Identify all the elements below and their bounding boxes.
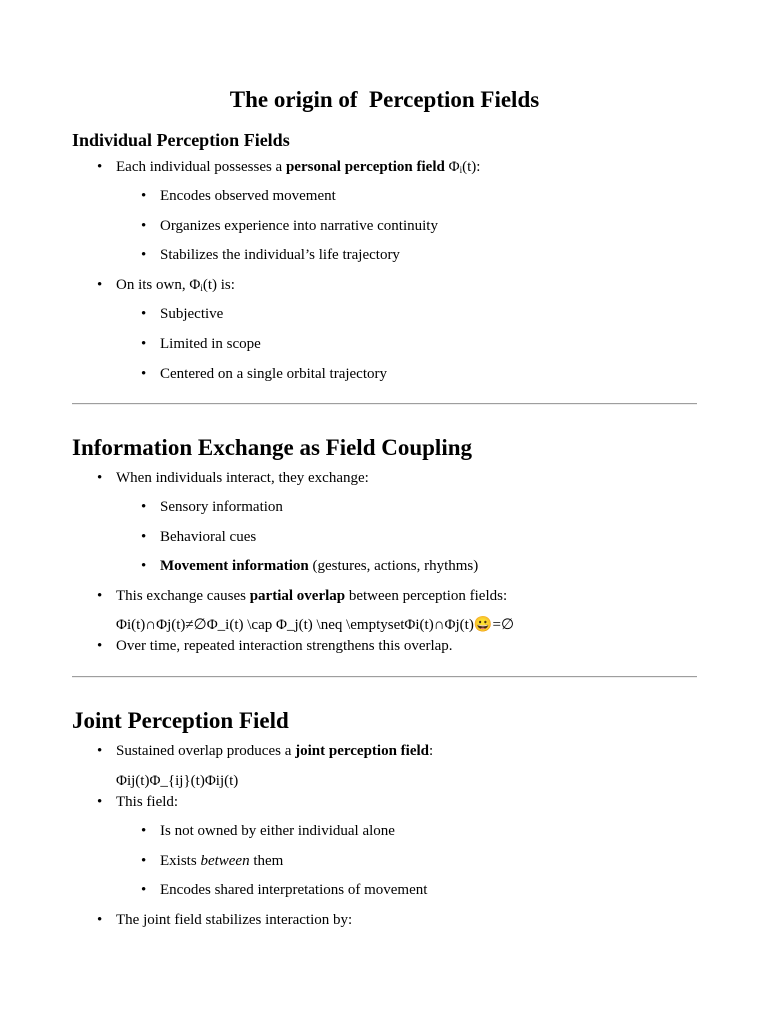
bullet-marker: • — [97, 470, 103, 486]
list-item: Centered on a single orbital trajectory — [160, 366, 387, 382]
text-segment: On its own, Φ — [116, 277, 201, 293]
bold-text: partial overlap — [249, 588, 346, 604]
list-item: Limited in scope — [160, 336, 261, 352]
bold-text: personal perception field — [285, 159, 445, 175]
bullet-marker: • — [97, 277, 103, 293]
section-heading-joint-perception-field: Joint Perception Field — [72, 708, 289, 733]
list-item: Is not owned by either individual alone — [160, 823, 395, 839]
bullet-marker: • — [141, 247, 147, 263]
text-segment: (gestures, actions, rhythms) — [308, 558, 479, 574]
bullet-marker: • — [141, 558, 147, 574]
bold-text: Movement information — [160, 558, 309, 574]
italic-text: between — [200, 853, 250, 869]
horizontal-divider — [72, 676, 697, 678]
list-item: The joint field stabilizes interaction by: — [116, 912, 353, 928]
bold-text: joint perception field — [295, 743, 430, 759]
list-item: When individuals interact, they exchange: — [116, 470, 369, 486]
bullet-marker: • — [141, 188, 147, 204]
list-item: Encodes shared interpretations of movement — [160, 882, 428, 898]
text-segment: Φ — [444, 159, 460, 175]
text-segment: (t) is: — [202, 277, 235, 293]
list-item: Subjective — [160, 306, 224, 322]
list-item: Sensory information — [160, 499, 283, 515]
list-item — [116, 276, 235, 295]
text-segment: between perception fields: — [345, 588, 508, 604]
list-item — [116, 742, 433, 760]
bullet-marker: • — [141, 336, 147, 352]
bullet-marker: • — [141, 306, 147, 322]
subscript: i — [459, 165, 463, 175]
bullet-marker: • — [97, 794, 103, 810]
bullet-marker: • — [141, 366, 147, 382]
bullet-marker: • — [97, 743, 103, 759]
bullet-marker: • — [141, 882, 147, 898]
section-heading-information-exchange: Information Exchange as Field Coupling — [72, 435, 472, 460]
list-item: Stabilizes the individual’s life trajectory — [160, 247, 400, 263]
list-item — [116, 587, 507, 605]
bullet-marker: • — [97, 588, 103, 604]
bullet-marker: • — [141, 499, 147, 515]
horizontal-divider — [72, 403, 697, 405]
math-formula: Φi(t)∩Φj(t)≠∅Φ_i(t) \cap Φ_j(t) \neq \emptysetΦi(t)∩Φj(t)😀=∅ — [116, 617, 515, 633]
text-segment: Sustained overlap produces a — [116, 743, 296, 759]
math-formula: Φij(t)Φ_{ij}(t)Φij(t) — [116, 773, 239, 789]
list-item: Organizes experience into narrative continuity — [160, 218, 438, 234]
section-heading-individual-perception-fields: Individual Perception Fields — [72, 130, 290, 150]
bullet-marker: • — [141, 529, 147, 545]
list-item: Behavioral cues — [160, 529, 257, 545]
text-segment: Exists — [160, 853, 201, 869]
list-item — [160, 852, 283, 870]
list-item — [160, 557, 478, 575]
text-segment: : — [429, 743, 434, 759]
bullet-marker: • — [141, 853, 147, 869]
subscript: i — [200, 283, 203, 293]
text-segment: them — [249, 853, 284, 869]
list-item: Over time, repeated interaction strengthens this overlap. — [116, 638, 453, 654]
text-segment: This exchange causes — [116, 588, 250, 604]
text-segment: (t): — [462, 159, 481, 175]
list-item: This field: — [116, 794, 179, 810]
page-title: The origin of Perception Fields — [229, 87, 540, 112]
bullet-marker: • — [141, 823, 147, 839]
list-item — [116, 158, 480, 177]
text-segment: Each individual possesses a — [116, 159, 286, 175]
list-item: Encodes observed movement — [160, 188, 336, 204]
bullet-marker: • — [141, 218, 147, 234]
bullet-marker: • — [97, 638, 103, 654]
bullet-marker: • — [97, 159, 103, 175]
bullet-marker: • — [97, 912, 103, 928]
